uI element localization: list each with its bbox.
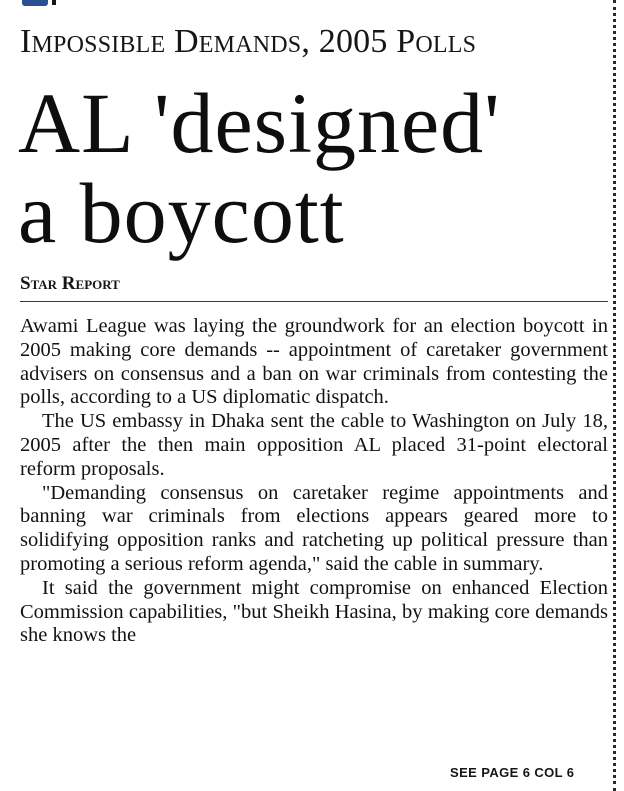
main-headline [18,75,608,261]
paragraph-4: It said the government might compromise on enhanced Election Commission capabilities, "but Sheikh Hasina, by making core demands she knows the [20,576,608,647]
section-color-mark [22,0,48,6]
headline-line-2: a boycott [18,165,345,261]
byline: Star Report [20,273,120,294]
paragraph-1: Awami League was laying the groundwork for an election boycott in 2005 making core demands -- appointment of caretaker government advisers on consensus and a ban on war criminals from contesting the polls, according to a US diplomatic dispatch. [20,315,608,409]
paragraph-2: The US embassy in Dhaka sent the cable to Washington on July 18, 2005 after the then main opposition AL placed 31-point electoral reform proposals. [20,410,608,480]
continuation-jump-line: SEE PAGE 6 COL 6 [450,765,575,780]
kicker-headline: Impossible Demands, 2005 Polls [20,23,477,60]
byline-rule [20,301,608,302]
column-divider [613,0,616,791]
headline-line-1: AL 'designed' [18,75,501,171]
article-body [20,315,608,648]
paragraph-3: "Demanding consensus on caretaker regime appointments and banning war criminals from elections appears geared more to solidifying opposition ranks and ratcheting up political pressure than promoting a serious reform agenda," said the cable in summary. [20,481,608,575]
